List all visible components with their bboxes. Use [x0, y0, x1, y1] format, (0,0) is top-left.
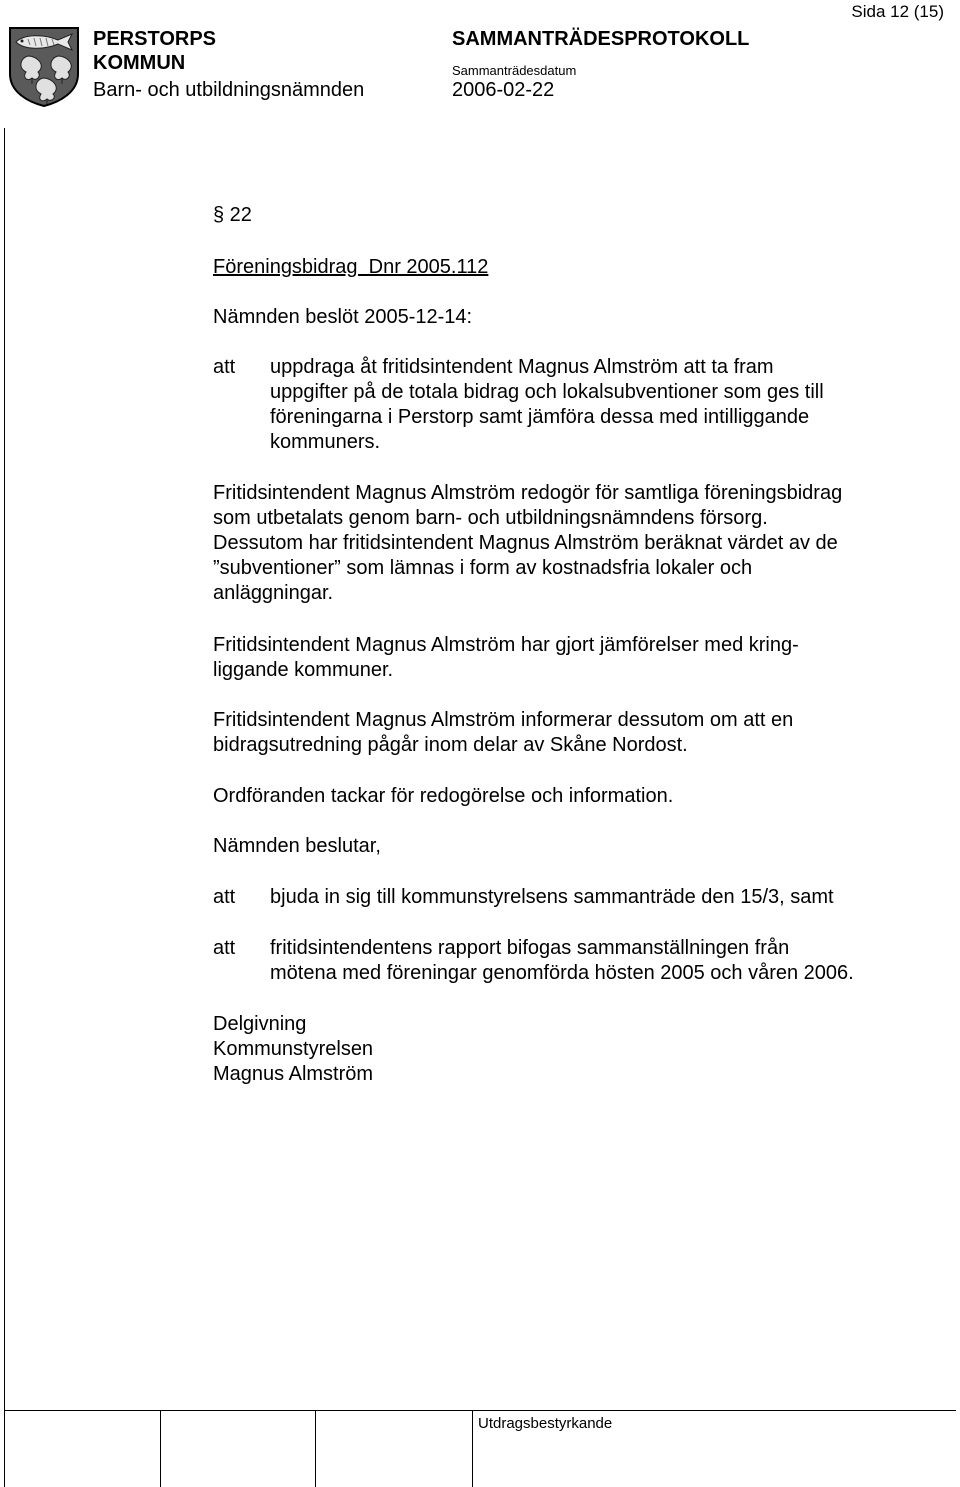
certification-label: Utdragsbestyrkande [478, 1415, 613, 1432]
left-margin-rule [4, 128, 5, 1487]
footer-divider-3 [472, 1410, 473, 1487]
paragraph-line: Dessutom har fritidsintendent Magnus Almström beräknat värdet av de [213, 532, 838, 554]
coat-of-arms-icon [8, 26, 80, 108]
document-title: SAMMANTRÄDESPROTOKOLL [452, 28, 750, 50]
clause-line: mötena med föreningar genomförda hösten 2005 och våren 2006. [270, 962, 854, 984]
att-keyword: att [213, 886, 236, 908]
distribution-recipient: Kommunstyrelsen [213, 1038, 374, 1060]
paragraph-line: ”subventioner” som lämnas i form av kostnadsfria lokaler och [213, 557, 753, 579]
distribution-list [213, 1012, 933, 1087]
paragraph-line: liggande kommuner. [213, 659, 394, 681]
chair-thanks-paragraph: Ordföranden tackar för redogörelse och information. [213, 785, 674, 807]
clause-line: föreningarna i Perstorp samt jämföra dessa med intilliggande [270, 406, 810, 428]
paragraph-line: bidragsutredning pågår inom delar av Skåne Nordost. [213, 734, 688, 756]
section-number: § 22 [213, 204, 252, 226]
paragraph-line: som utbetalats genom barn- och utbildningsnämndens försorg. [213, 507, 768, 529]
clause-line: uppdraga åt fritidsintendent Magnus Almström att ta fram [270, 356, 774, 378]
report-paragraph [213, 481, 933, 606]
decision-intro: Nämnden beslutar, [213, 835, 381, 857]
comparison-paragraph [213, 633, 933, 683]
clause-line: fritidsintendentens rapport bifogas sammanställningen från [270, 937, 790, 959]
agenda-subject: Föreningsbidrag Dnr 2005.112 [213, 256, 489, 278]
footer-divider-2 [315, 1410, 316, 1487]
meeting-date: 2006-02-22 [452, 79, 555, 101]
clause-line: bjuda in sig till kommunstyrelsens sammanträde den 15/3, samt [270, 886, 834, 908]
clause-line: kommuners. [270, 431, 381, 453]
footer-divider-1 [160, 1410, 161, 1487]
paragraph-line: anläggningar. [213, 582, 334, 604]
org-name: PERSTORPS [93, 28, 216, 50]
paragraph-line: Fritidsintendent Magnus Almström har gjort jämförelser med kring- [213, 634, 799, 656]
footer-rule [4, 1410, 956, 1411]
att-keyword: att [213, 937, 236, 959]
att-keyword: att [213, 356, 236, 378]
investigation-paragraph [213, 708, 933, 758]
page-number: Sida 12 (15) [851, 2, 944, 21]
distribution-recipient: Magnus Almström [213, 1063, 374, 1085]
clause-line: uppgifter på de totala bidrag och lokalsubventioner som ges till [270, 381, 824, 403]
meeting-date-label: Sammanträdesdatum [452, 63, 577, 78]
previous-decision-intro: Nämnden beslöt 2005-12-14: [213, 306, 473, 328]
distribution-heading: Delgivning [213, 1013, 307, 1035]
org-name-line2: KOMMUN [93, 52, 186, 74]
org-department: Barn- och utbildningsnämnden [93, 79, 365, 101]
paragraph-line: Fritidsintendent Magnus Almström redogör för samtliga föreningsbidrag [213, 482, 843, 504]
paragraph-line: Fritidsintendent Magnus Almström informerar dessutom om att en [213, 709, 794, 731]
